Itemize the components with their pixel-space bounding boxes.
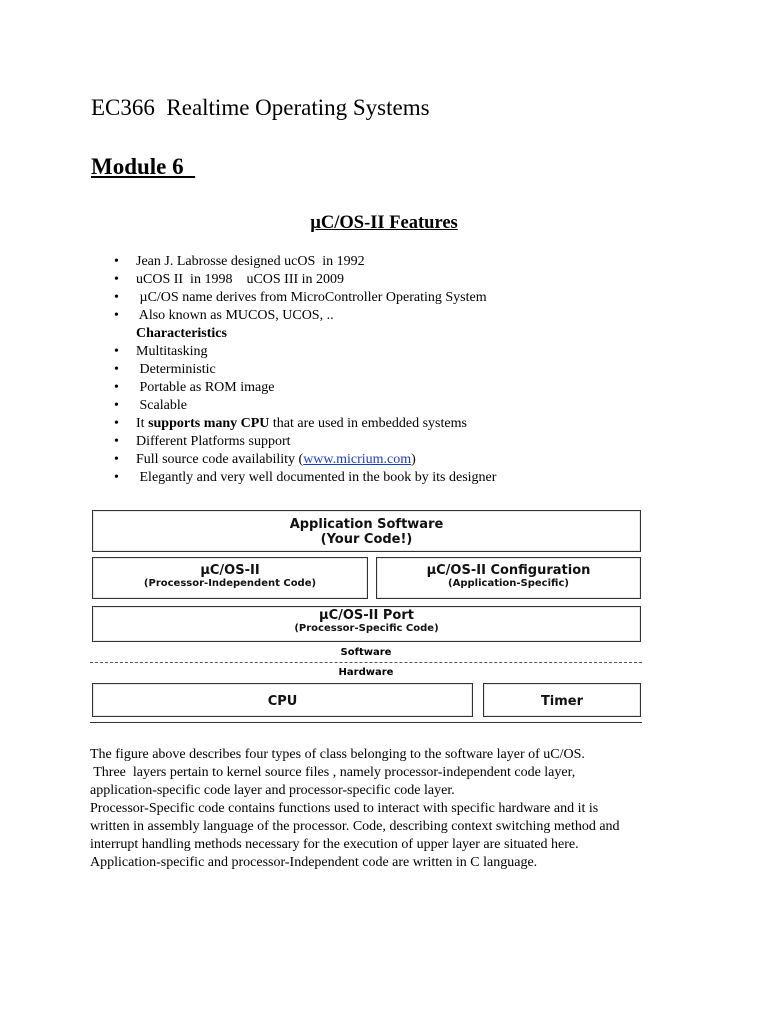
module-heading: Module 6 (91, 154, 196, 179)
paragraph-line: interrupt handling methods necessary for the execution of upper layer are situated here. (90, 837, 579, 852)
list-item (114, 253, 714, 271)
ucos-ii-box (92, 557, 368, 599)
paragraph-line: The figure above describes four types of class belonging to the software layer of uC/OS. (90, 747, 585, 762)
ucos-port-box (92, 606, 641, 642)
list-item (114, 469, 714, 487)
paragraph-line: Three layers pertain to kernel source files , namely processor-independent code layer, (90, 765, 576, 780)
feature-list (114, 253, 714, 487)
list-item-text (136, 451, 416, 469)
bullet-icon: • (114, 470, 119, 485)
source-item-post: ) (411, 452, 416, 467)
micrium-link[interactable]: www.micrium.com (303, 452, 412, 467)
list-item (114, 343, 714, 361)
ucos-ii-sublabel: (Processor-Independent Code) (143, 578, 317, 589)
bullet-icon: • (114, 398, 119, 413)
application-software-label: Application Software (289, 517, 444, 532)
list-item (114, 397, 714, 415)
list-item (114, 289, 714, 307)
diagram-bottom-rule (90, 722, 642, 723)
list-item-text: Also known as MUCOS, UCOS, .. (136, 308, 334, 323)
application-software-sublabel: (Your Code!) (320, 532, 413, 547)
ucos-port-sublabel: (Processor-Specific Code) (294, 623, 439, 634)
description-paragraph (90, 746, 690, 872)
bullet-icon: • (114, 380, 119, 395)
cpu-item-bold: supports many CPU (148, 416, 270, 431)
characteristics-label: Characteristics (136, 326, 227, 341)
ucos-port-label: µC/OS-II Port (319, 608, 414, 623)
paragraph-line: written in assembly language of the processor. Code, describing context switching method and (90, 819, 620, 834)
cpu-label: CPU (267, 694, 298, 709)
list-item (114, 415, 714, 433)
ucos-config-box (376, 557, 641, 599)
list-item-text: Multitasking (136, 344, 208, 359)
paragraph-line: Processor-Specific code contains functions used to interact with specific hardware and it is (90, 801, 599, 816)
section-heading: µC/OS-II Features (310, 213, 458, 233)
list-item-text (136, 415, 467, 433)
bullet-icon: • (114, 434, 119, 449)
ucos-config-sublabel: (Application-Specific) (448, 578, 569, 589)
bullet-icon: • (114, 290, 119, 305)
cpu-item-pre: It (136, 416, 149, 431)
cpu-box (92, 683, 473, 717)
ucos-ii-label: µC/OS-II (200, 563, 260, 578)
list-item-text: Jean J. Labrosse designed ucOS in 1992 (136, 254, 365, 269)
list-item-text: Portable as ROM image (136, 380, 275, 395)
bullet-icon: • (114, 308, 119, 323)
list-item-text: Different Platforms support (136, 434, 291, 449)
list-item (114, 307, 714, 325)
bullet-icon: • (114, 362, 119, 377)
software-label: Software (340, 647, 392, 658)
bullet-icon: • (114, 452, 119, 467)
cpu-item-post: that are used in embedded systems (269, 416, 467, 431)
list-item (114, 433, 714, 451)
ucos-architecture-diagram (90, 508, 642, 726)
bullet-icon: • (114, 254, 119, 269)
list-item-text: Scalable (136, 398, 187, 413)
list-item-text: Deterministic (136, 362, 216, 377)
software-hardware-divider (90, 662, 642, 663)
list-item-text: µC/OS name derives from MicroController Operating System (136, 290, 487, 305)
list-item-text: uCOS II in 1998 uCOS III in 2009 (136, 272, 345, 287)
ucos-config-label: µC/OS-II Configuration (426, 563, 591, 578)
list-item (114, 451, 714, 469)
hardware-label: Hardware (338, 667, 394, 678)
paragraph-line: Application-specific and processor-Independent code are written in C language. (90, 855, 538, 870)
bullet-icon: • (114, 272, 119, 287)
application-software-box (92, 510, 641, 552)
list-item (114, 361, 714, 379)
document-title: EC366 Realtime Operating Systems (91, 95, 430, 120)
bullet-icon: • (114, 416, 119, 431)
list-subheading (114, 325, 714, 343)
paragraph-line: application-specific code layer and processor-specific code layer. (90, 783, 455, 798)
timer-label: Timer (540, 694, 584, 709)
list-item (114, 271, 714, 289)
list-item (114, 379, 714, 397)
list-item-text: Elegantly and very well documented in the book by its designer (136, 470, 497, 485)
timer-box (483, 683, 641, 717)
bullet-icon: • (114, 344, 119, 359)
source-item-pre: Full source code availability ( (136, 452, 304, 467)
